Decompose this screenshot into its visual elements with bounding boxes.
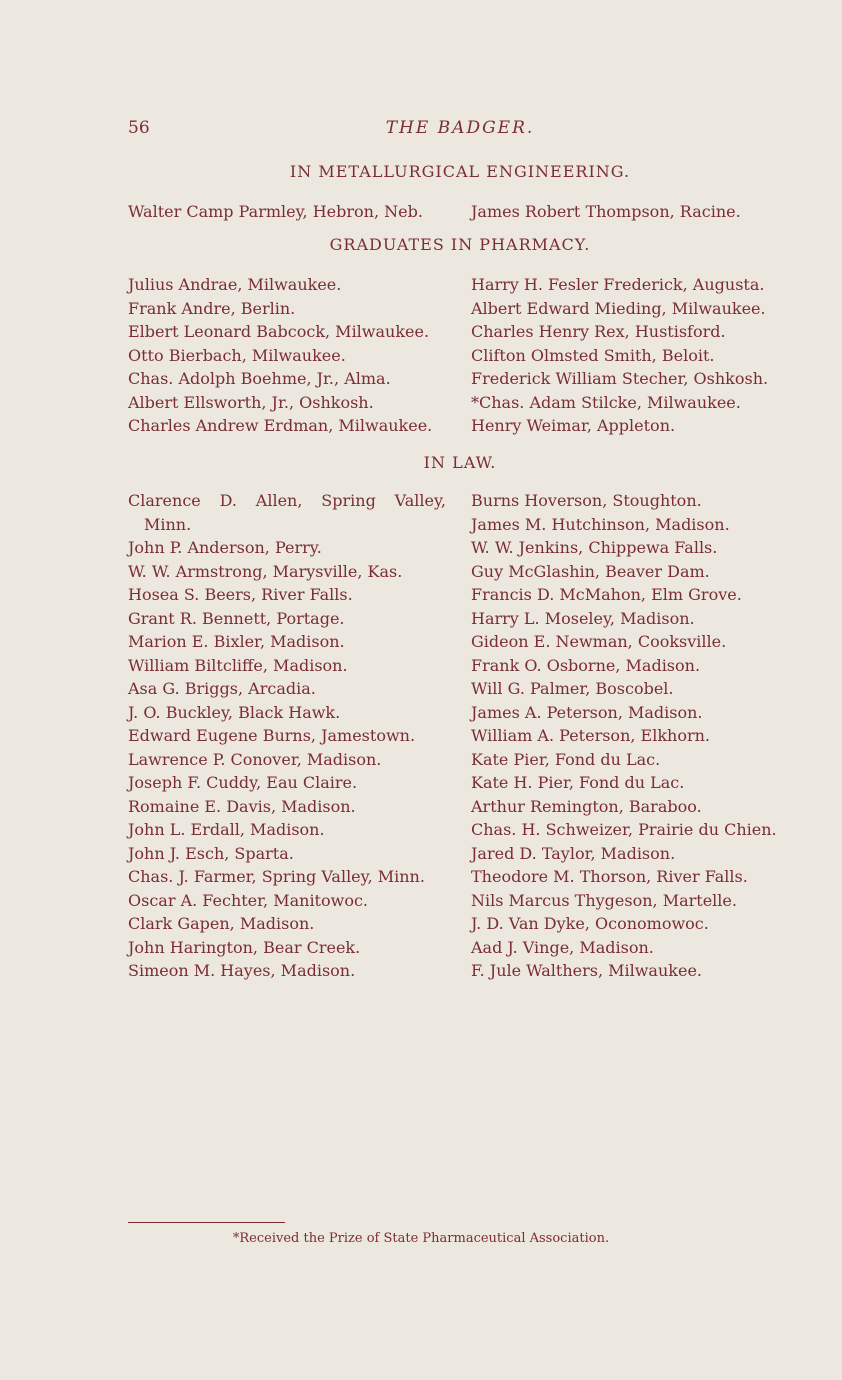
graduate-name: Will G. Palmer, Boscobel. xyxy=(471,679,674,698)
graduate-name: Oscar A. Fechter, Manitowoc. xyxy=(128,890,368,910)
metallurgical-right-column xyxy=(471,200,801,224)
graduate-name: Frank O. Osborne, Madison. xyxy=(471,655,701,675)
footnote: *Received the Prize of State Pharmaceutical Association. xyxy=(232,1231,610,1246)
graduate-name: F. Jule Walthers, Milwaukee. xyxy=(471,961,702,980)
graduate-name: John Harington, Bear Creek. xyxy=(128,937,361,957)
graduate-name: John L. Erdall, Madison. xyxy=(128,820,325,839)
graduate-name: Elbert Leonard Babcock, Milwaukee. xyxy=(128,322,430,341)
graduate-name: Francis D. McMahon, Elm Grove. xyxy=(471,585,742,604)
graduate-name: Clark Gapen, Madison. xyxy=(128,914,315,933)
graduate-name: Otto Bierbach, Milwaukee. xyxy=(128,345,346,365)
graduate-name: William Biltcliffe, Madison. xyxy=(128,655,348,675)
law-left-column xyxy=(128,489,458,983)
graduate-name: Hosea S. Beers, River Falls. xyxy=(128,585,353,604)
graduate-name: Clarence D. Allen, Spring Valley, xyxy=(128,491,446,510)
graduate-name: John P. Anderson, Perry. xyxy=(128,538,322,557)
graduate-name: Asa G. Briggs, Arcadia. xyxy=(128,679,316,698)
graduate-name: J. O. Buckley, Black Hawk. xyxy=(128,702,341,722)
heading-pharmacy: GRADUATES IN PHARMACY. xyxy=(329,235,591,254)
page-number: 56 xyxy=(128,118,150,138)
graduate-name: W. W. Jenkins, Chippewa Falls. xyxy=(471,538,718,557)
pharmacy-right-column xyxy=(471,273,801,438)
heading-law: IN LAW. xyxy=(423,453,497,472)
metallurgical-left-column xyxy=(128,200,458,224)
graduate-name: Theodore M. Thorson, River Falls. xyxy=(471,867,748,886)
running-head xyxy=(128,118,792,142)
graduate-name: Kate H. Pier, Fond du Lac. xyxy=(471,773,685,792)
graduate-name: Arthur Remington, Baraboo. xyxy=(471,796,702,816)
graduate-name: James Robert Thompson, Racine. xyxy=(471,202,741,221)
graduate-name: Henry Weimar, Appleton. xyxy=(471,416,676,435)
graduate-name: John J. Esch, Sparta. xyxy=(128,843,294,863)
graduate-name: Frederick William Stecher, Oshkosh. xyxy=(471,369,769,388)
graduate-name: James A. Peterson, Madison. xyxy=(471,702,703,722)
graduate-name: Harry H. Fesler Frederick, Augusta. xyxy=(471,275,765,294)
graduate-name: Romaine E. Davis, Madison. xyxy=(128,796,356,816)
graduate-name: Guy McGlashin, Beaver Dam. xyxy=(471,561,710,581)
graduate-name: Albert Ellsworth, Jr., Oshkosh. xyxy=(128,392,374,412)
graduate-name: Chas. Adolph Boehme, Jr., Alma. xyxy=(128,369,391,388)
graduate-name: Clifton Olmsted Smith, Beloit. xyxy=(471,345,715,365)
graduate-name: William A. Peterson, Elkhorn. xyxy=(471,726,711,745)
graduate-name-continuation: Minn. xyxy=(144,514,192,534)
graduate-name: Grant R. Bennett, Portage. xyxy=(128,608,345,628)
graduate-name: Nils Marcus Thygeson, Martelle. xyxy=(471,890,737,910)
graduate-name: Aad J. Vinge, Madison. xyxy=(471,937,654,957)
graduate-name: Charles Andrew Erdman, Milwaukee. xyxy=(128,416,433,435)
pharmacy-left-column xyxy=(128,273,458,438)
graduate-name: W. W. Armstrong, Marysville, Kas. xyxy=(128,561,403,581)
graduate-name: *Chas. Adam Stilcke, Milwaukee. xyxy=(471,392,741,412)
graduate-name: Chas. H. Schweizer, Prairie du Chien. xyxy=(471,820,777,839)
running-title: THE BADGER. xyxy=(385,118,535,138)
graduate-name: Albert Edward Mieding, Milwaukee. xyxy=(471,298,766,318)
graduate-name: Charles Henry Rex, Hustisford. xyxy=(471,322,726,341)
graduate-name: Burns Hoverson, Stoughton. xyxy=(471,491,702,510)
graduate-name: Lawrence P. Conover, Madison. xyxy=(128,749,382,769)
graduate-name: Harry L. Moseley, Madison. xyxy=(471,608,695,628)
law-right-column xyxy=(471,489,801,983)
graduate-name: Joseph F. Cuddy, Eau Claire. xyxy=(128,773,358,792)
graduate-name: J. D. Van Dyke, Oconomowoc. xyxy=(471,914,709,933)
graduate-name: Julius Andrae, Milwaukee. xyxy=(128,275,342,294)
graduate-name: Simeon M. Hayes, Madison. xyxy=(128,961,356,980)
graduate-name: Chas. J. Farmer, Spring Valley, Minn. xyxy=(128,867,425,886)
heading-metallurgical: IN METALLURGICAL ENGINEERING. xyxy=(289,162,631,181)
footnote-rule xyxy=(128,1222,285,1223)
graduate-name: Frank Andre, Berlin. xyxy=(128,298,296,318)
graduate-name: James M. Hutchinson, Madison. xyxy=(471,514,730,534)
graduate-name: Marion E. Bixler, Madison. xyxy=(128,632,345,651)
graduate-name: Gideon E. Newman, Cooksville. xyxy=(471,632,727,651)
graduate-name: Edward Eugene Burns, Jamestown. xyxy=(128,726,416,745)
graduate-name: Walter Camp Parmley, Hebron, Neb. xyxy=(128,202,423,221)
graduate-name: Kate Pier, Fond du Lac. xyxy=(471,749,661,769)
graduate-name: Jared D. Taylor, Madison. xyxy=(471,843,676,863)
